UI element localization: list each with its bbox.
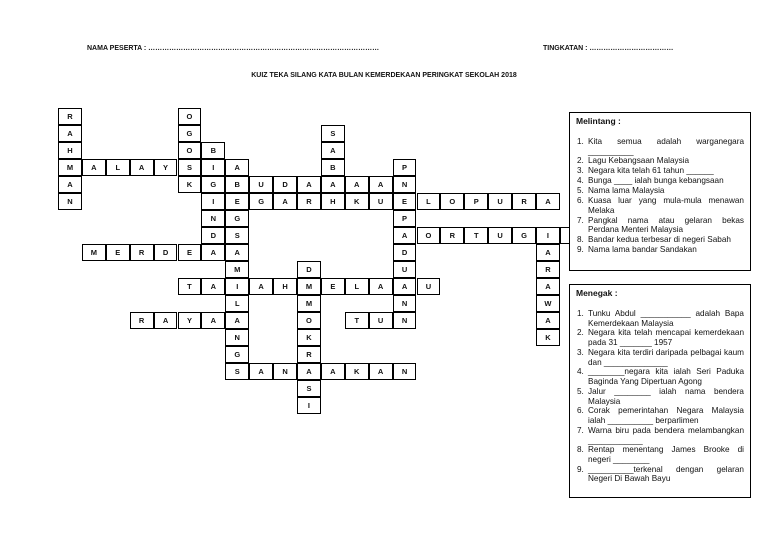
crossword-cell: O bbox=[297, 312, 321, 329]
crossword-cell: U bbox=[488, 193, 512, 210]
clue-item: 6. Kuasa luar yang mula-mula menawan Melaka bbox=[577, 196, 744, 215]
crossword-cell: N bbox=[393, 312, 417, 329]
crossword-cell: O bbox=[417, 227, 441, 244]
crossword-cell: G bbox=[201, 176, 225, 193]
across-clues-panel bbox=[569, 112, 751, 271]
crossword-cell: M bbox=[297, 295, 321, 312]
crossword-cell: I bbox=[297, 397, 321, 414]
crossword-cell: H bbox=[58, 142, 82, 159]
crossword-cell: R bbox=[536, 261, 560, 278]
crossword-cell: A bbox=[393, 227, 417, 244]
down-clues-panel bbox=[569, 284, 751, 498]
clue-item: 2. Lagu Kebangsaan Malaysia bbox=[577, 156, 690, 166]
crossword-cell: K bbox=[536, 329, 560, 346]
crossword-cell: B bbox=[225, 176, 249, 193]
clue-item: 4. Bunga ____ ialah bunga kebangsaan bbox=[577, 176, 724, 186]
crossword-cell: M bbox=[225, 261, 249, 278]
crossword-cell: B bbox=[321, 159, 345, 176]
crossword-cell: T bbox=[464, 227, 488, 244]
crossword-cell: K bbox=[345, 193, 369, 210]
crossword-cell: U bbox=[369, 193, 393, 210]
crossword-cell: B bbox=[201, 142, 225, 159]
crossword-cell: O bbox=[440, 193, 464, 210]
crossword-cell: S bbox=[178, 159, 202, 176]
crossword-cell: A bbox=[249, 278, 273, 295]
crossword-cell: A bbox=[273, 193, 297, 210]
crossword-cell: A bbox=[58, 176, 82, 193]
crossword-cell: A bbox=[201, 312, 225, 329]
crossword-cell: N bbox=[393, 295, 417, 312]
crossword-cell: A bbox=[58, 125, 82, 142]
crossword-cell: N bbox=[58, 193, 82, 210]
crossword-cell: A bbox=[201, 278, 225, 295]
crossword-cell: A bbox=[321, 363, 345, 380]
crossword-cell: A bbox=[225, 244, 249, 261]
crossword-cell: A bbox=[297, 363, 321, 380]
crossword-cell: N bbox=[225, 329, 249, 346]
crossword-cell: D bbox=[154, 244, 178, 261]
crossword-cell: R bbox=[440, 227, 464, 244]
crossword-cell: A bbox=[225, 312, 249, 329]
crossword-cell: A bbox=[536, 193, 560, 210]
crossword-cell: S bbox=[321, 125, 345, 142]
crossword-cell: A bbox=[369, 278, 393, 295]
crossword-cell: I bbox=[225, 278, 249, 295]
crossword-cell: A bbox=[536, 312, 560, 329]
crossword-cell: M bbox=[58, 159, 82, 176]
clue-item: 5. Nama lama Malaysia bbox=[577, 186, 665, 196]
crossword-cell: M bbox=[82, 244, 106, 261]
crossword-cell: P bbox=[393, 210, 417, 227]
crossword-cell: A bbox=[225, 159, 249, 176]
crossword-cell: U bbox=[393, 261, 417, 278]
crossword-cell: D bbox=[201, 227, 225, 244]
crossword-cell: A bbox=[201, 244, 225, 261]
clue-item: 8. Rentap menentang James Brooke di negeri ________ bbox=[577, 445, 744, 464]
crossword-cell: L bbox=[345, 278, 369, 295]
crossword-cell: E bbox=[321, 278, 345, 295]
clue-item: 1. Kita semua adalah warganegara __________ bbox=[577, 137, 744, 156]
crossword-cell: N bbox=[393, 363, 417, 380]
crossword-cell: K bbox=[178, 176, 202, 193]
crossword-cell: H bbox=[273, 278, 297, 295]
clue-item: 3. Negara kita telah 61 tahun ______ bbox=[577, 166, 714, 176]
crossword-cell: U bbox=[488, 227, 512, 244]
crossword-cell: A bbox=[369, 363, 393, 380]
down-clue-list bbox=[577, 309, 744, 484]
crossword-cell: A bbox=[536, 244, 560, 261]
crossword-cell: I bbox=[201, 159, 225, 176]
crossword-cell: G bbox=[225, 210, 249, 227]
crossword-cell: G bbox=[225, 346, 249, 363]
crossword-cell: A bbox=[345, 176, 369, 193]
crossword-cell: O bbox=[178, 142, 202, 159]
crossword-cell: N bbox=[201, 210, 225, 227]
crossword-cell: R bbox=[297, 346, 321, 363]
crossword-cell: L bbox=[417, 193, 441, 210]
crossword-cell: Y bbox=[154, 159, 178, 176]
quiz-title: KUIZ TEKA SILANG KATA BULAN KEMERDEKAAN PERINGKAT SEKOLAH 2018 bbox=[251, 72, 517, 79]
crossword-cell: A bbox=[154, 312, 178, 329]
clue-item: 9. Nama lama bandar Sandakan bbox=[577, 244, 697, 254]
crossword-cell: R bbox=[130, 312, 154, 329]
clue-item: 3. Negara kita terdiri daripada pelbagai kaum dan ______________ bbox=[577, 347, 744, 367]
crossword-cell: S bbox=[225, 227, 249, 244]
name-field-line: NAMA PESERTA : ……………………………………………………………………………………… bbox=[87, 45, 380, 52]
crossword-cell: P bbox=[393, 159, 417, 176]
crossword-cell: R bbox=[130, 244, 154, 261]
clue-item: 4. ________negara kita ialah Seri Paduka Baginda Yang Dipertuan Agong bbox=[577, 367, 744, 387]
crossword-cell: E bbox=[178, 244, 202, 261]
crossword-cell: T bbox=[178, 278, 202, 295]
crossword-cell: D bbox=[297, 261, 321, 278]
crossword-cell: R bbox=[512, 193, 536, 210]
crossword-cell: L bbox=[225, 295, 249, 312]
crossword-cell: A bbox=[82, 159, 106, 176]
crossword-cell: I bbox=[536, 227, 560, 244]
crossword-cell: K bbox=[345, 363, 369, 380]
crossword-cell: S bbox=[297, 380, 321, 397]
across-clue-list bbox=[577, 137, 744, 255]
crossword-cell: N bbox=[393, 176, 417, 193]
clue-item: 9. __________terkenal dengan gelaran Negeri Di Bawah Bayu bbox=[577, 464, 744, 484]
across-title: Melintang : bbox=[576, 116, 621, 126]
clue-item: 1. Tunku Abdul ___________ adalah Bapa Kemerdekaan Malaysia bbox=[577, 309, 744, 328]
clue-item: 8. Bandar kedua terbesar di negeri Sabah bbox=[577, 235, 731, 245]
crossword-cell: E bbox=[106, 244, 130, 261]
clue-item: 7. Pangkal nama atau gelaran bekas Perdana Menteri Malaysia bbox=[577, 215, 744, 235]
crossword-cell: E bbox=[225, 193, 249, 210]
crossword-cell: A bbox=[321, 176, 345, 193]
crossword-cell: H bbox=[321, 193, 345, 210]
crossword-cell: A bbox=[297, 176, 321, 193]
crossword-cell: A bbox=[321, 142, 345, 159]
crossword-cell: G bbox=[249, 193, 273, 210]
crossword-cell: G bbox=[512, 227, 536, 244]
crossword-cell: R bbox=[58, 108, 82, 125]
crossword-cell: A bbox=[393, 278, 417, 295]
crossword-cell: M bbox=[297, 278, 321, 295]
crossword-cell: W bbox=[536, 295, 560, 312]
level-field-line: TINGKATAN : ……………………………… bbox=[543, 45, 674, 52]
crossword-cell: D bbox=[273, 176, 297, 193]
crossword-cell: K bbox=[297, 329, 321, 346]
crossword-cell: S bbox=[225, 363, 249, 380]
clue-item: 2. Negara kita telah mencapai kemerdekaan pada 31 _______ 1957 bbox=[577, 328, 744, 348]
clue-item: 6. Corak pemerintahan Negara Malaysia ialah __________ berparlimen bbox=[577, 406, 744, 426]
crossword-cell: T bbox=[345, 312, 369, 329]
crossword-cell: A bbox=[536, 278, 560, 295]
crossword-cell: U bbox=[369, 312, 393, 329]
crossword-cell: G bbox=[178, 125, 202, 142]
crossword-cell: N bbox=[273, 363, 297, 380]
down-title: Menegak : bbox=[576, 288, 618, 298]
crossword-cell: A bbox=[249, 363, 273, 380]
crossword-cell: P bbox=[464, 193, 488, 210]
crossword-cell: O bbox=[178, 108, 202, 125]
crossword-cell: L bbox=[106, 159, 130, 176]
crossword-cell: D bbox=[393, 244, 417, 261]
crossword-cell: U bbox=[249, 176, 273, 193]
crossword-cell: R bbox=[297, 193, 321, 210]
crossword-cell: U bbox=[417, 278, 441, 295]
crossword-cell: A bbox=[369, 176, 393, 193]
crossword-cell: E bbox=[393, 193, 417, 210]
clue-item: 5. Jalur ________ ialah nama bendera Malaysia bbox=[577, 386, 744, 406]
crossword-cell: A bbox=[130, 159, 154, 176]
clue-item: 7. Warna biru pada bendera melambangkan ____________ bbox=[577, 425, 744, 445]
crossword-cell: Y bbox=[178, 312, 202, 329]
crossword-cell: I bbox=[201, 193, 225, 210]
